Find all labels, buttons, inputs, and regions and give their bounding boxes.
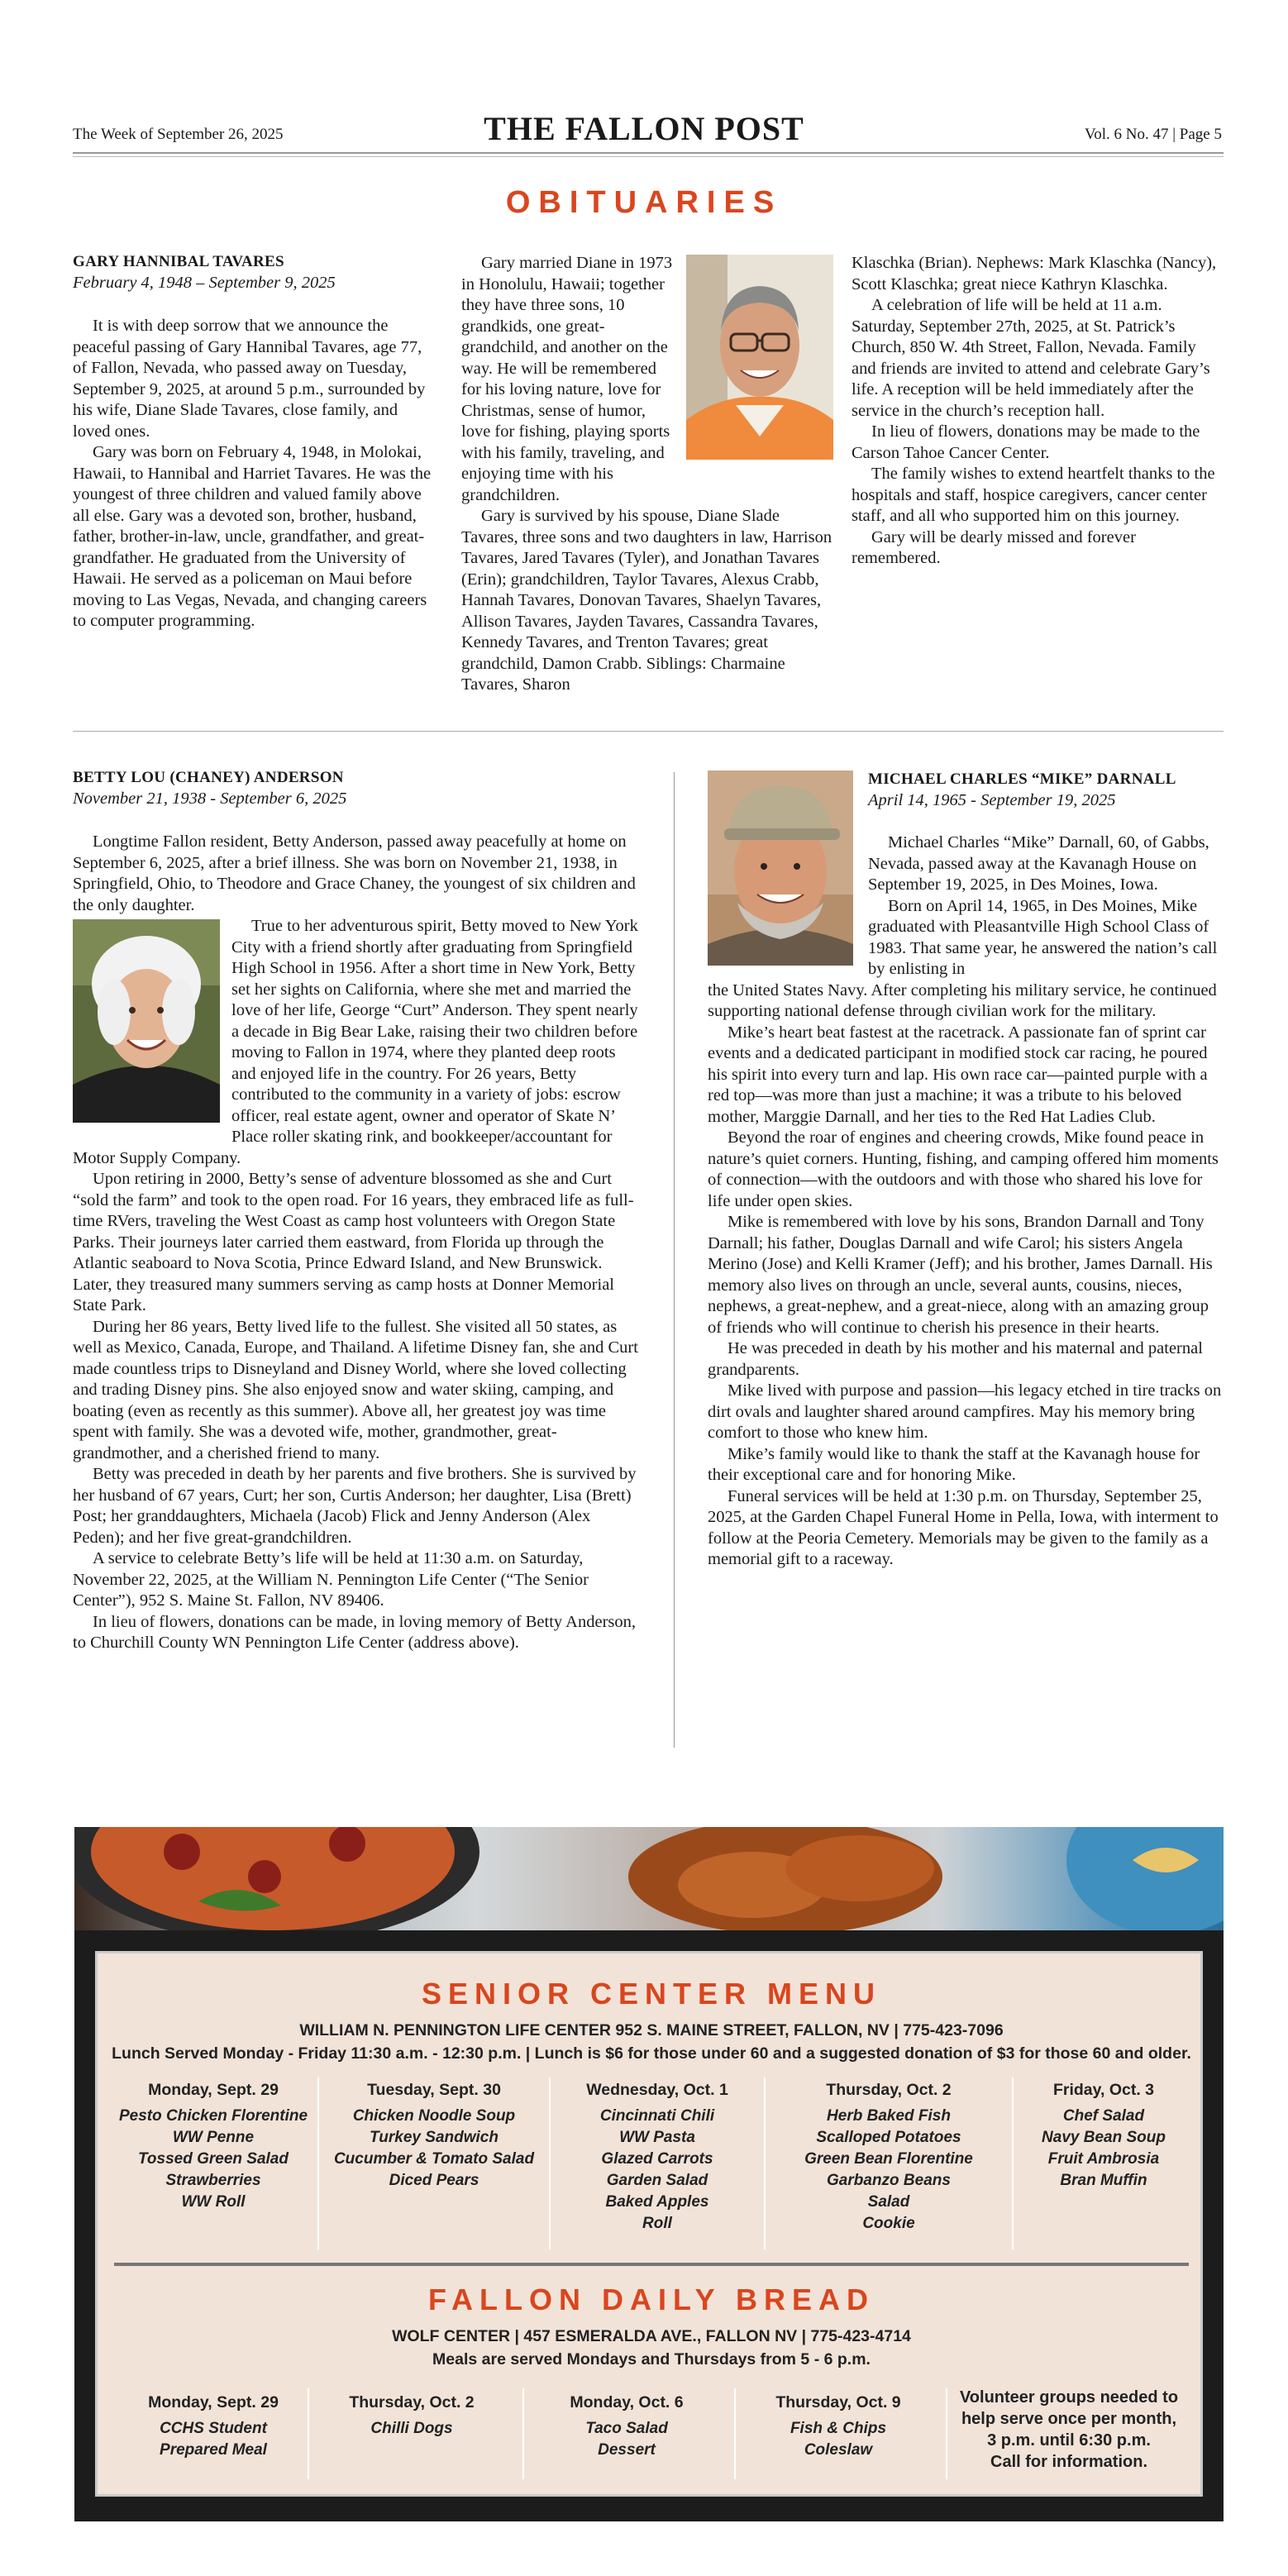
menu-item: Glazed Carrots — [601, 2150, 713, 2168]
volunteer-line: help serve once per month, — [961, 2410, 1177, 2428]
portrait-man-cap-icon — [708, 770, 853, 966]
menu-item: Baked Apples — [605, 2193, 709, 2211]
menu-item: Dessert — [598, 2441, 656, 2459]
menu-day-label: Friday, Oct. 3 — [1052, 2081, 1155, 2099]
senior-menu-hours: Lunch Served Monday - Friday 11:30 a.m. - 12:30 p.m. | Lunch is $6 for those under 60 and a suggested donation of $3 for those 60 and older. — [112, 2044, 1191, 2063]
paragraph: In lieu of flowers, donations may be made to the Carson Tahoe Cancer Center. — [852, 422, 1200, 462]
menu-block — [74, 1827, 1224, 2521]
column-divider — [674, 772, 675, 1748]
menu-item: Diced Pears — [389, 2172, 479, 2189]
menu-column-divider — [522, 2388, 524, 2479]
daily-bread-title: FALLON DAILY BREAD — [427, 2283, 875, 2316]
menu-column-divider — [946, 2388, 947, 2479]
menu-item: Salad — [867, 2193, 910, 2211]
menu-item: Prepared Meal — [160, 2441, 267, 2459]
menu-column-divider — [764, 2077, 766, 2249]
menu-day-label: Thursday, Oct. 9 — [775, 2393, 901, 2411]
daily-bread-day — [739, 2392, 937, 2461]
volunteer-line: Volunteer groups needed to — [959, 2388, 1179, 2407]
menu-section-divider — [114, 2263, 1189, 2266]
masthead-rule — [73, 152, 1224, 157]
daily-bread-day — [312, 2392, 511, 2440]
paragraph: True to her adventurous spirit, Betty moved to New York City with a friend shortly after graduating from Springfield High School in 1956. After a short time in New York, Betty set her sights on California, where she met and married the love of her life, George “Curt” Anderson. They spent nearly a decade in Big Bear Lake, raising their two children before moving to Fallon in 1974, where they planted deep roots and enjoyed life in the country. For 26 years, Betty contributed to the community in a variety of jobs: escrow officer, real estate agent, owner and operator of Skate N’ Place roller skating rink, and bookkeeper/accountant for Motor Supply Company. — [73, 917, 638, 1167]
paragraph: Mike lived with purpose and passion—his legacy etched in tire tracks on dirt ovals and laughter shared around campfires. May his memory bring comfort to those who knew him. — [708, 1381, 1222, 1442]
paragraph: Gary will be dearly missed and forever remembered. — [852, 527, 1136, 567]
paragraph: Beyond the roar of engines and cheering crowds, Mike found peace in nature’s quiet corners. Hunting, fishing, and camping offered him moments of connection—with the outdoors and with those who shared his love for life under open skies. — [708, 1128, 1219, 1210]
paragraph: Michael Charles “Mike” Darnall, 60, of Gabbs, Nevada, passed away at the Kavanagh House on September 19, 2025, in Des Moines, Iowa. — [868, 833, 1209, 894]
portrait-man-glasses-icon — [686, 255, 833, 460]
menu-column-divider — [734, 2388, 736, 2479]
obit-body-tavares-col1 — [73, 316, 436, 632]
menu-item: Herb Baked Fish — [827, 2107, 951, 2125]
paragraph: Upon retiring in 2000, Betty’s sense of adventure blossomed as she and Curt “sold the farm” and took to the open road. For 16 years, they embraced life as full-time RVers, traveling the West Coast as camp host volunteers with Oregon State Parks. Their journeys later carried them eastward, from Florida up through the Atlantic seaboard to Nova Scotia, Prince Edward Island, and New Brunswick. Later, they treasured many summers serving as camp hosts at Donner Memorial State Park. — [73, 1170, 634, 1314]
menu-item: Cookie — [862, 2215, 915, 2232]
menu-item: Chilli Dogs — [370, 2420, 453, 2437]
obit-body-darnall — [708, 769, 1224, 1571]
menu-item: Garbanzo Beans — [827, 2172, 951, 2189]
menu-item: Pesto Chicken Florentine — [118, 2107, 308, 2125]
paragraph: Born on April 14, 1965, in Des Moines, Mike graduated with Pleasantville High School Class of 1983. That same year, he answered the nation’s call by enlisting in — [868, 896, 1218, 978]
portrait-woman-icon — [73, 919, 220, 1123]
menu-item: CCHS Student — [160, 2420, 267, 2437]
section-divider — [73, 731, 1224, 732]
paragraph: Klaschka (Brian). Nephews: Mark Klaschka (Nancy), Scott Klaschka; great niece Kathryn Klaschka. — [852, 254, 1217, 293]
menu-item: Cincinnati Chili — [599, 2107, 715, 2125]
paragraph: A celebration of life will be held at 11 a.m. Saturday, September 27th, 2025, at St. Patrick’s Church, 850 W. 4th Street, Fallon, Nevada. Family and friends are invited to attend and celebrate Gary’s life. A reception will be held immediately after the service in the church’s reception hall. — [852, 296, 1210, 420]
paragraph: the United States Navy. After completing his military service, he continued supporting national defense through civilian work for the military. — [708, 980, 1217, 1020]
paragraph: He was preceded in death by his mother and his maternal and paternal grandparents. — [708, 1339, 1203, 1379]
obit-name-anderson: BETTY LOU (CHANEY) ANDERSON — [73, 769, 344, 786]
menu-item: Garden Salad — [606, 2172, 708, 2189]
menu-day-label: Thursday, Oct. 2 — [826, 2081, 952, 2099]
menu-column-divider — [1012, 2077, 1014, 2249]
paragraph: In lieu of flowers, donations can be made, in loving memory of Betty Anderson, to Churchill County WN Pennington Life Center (address above). — [73, 1612, 637, 1652]
paragraph: Mike is remembered with love by his sons, Brandon Darnall and Tony Darnall; his father, Douglas Darnall and wife Carol; his sisters Angela Merino (Jose) and Kelli Kramer (Jeff); and his brother, James Darnall. His memory also lives on through an uncle, several aunts, cousins, nieces, nephews, a great-nephew, and a great-niece, along with an amazing group of friends who will continue to cherish his presence in their hearts. — [708, 1213, 1213, 1337]
senior-menu-title: SENIOR CENTER MENU — [421, 1977, 882, 2011]
menu-item: Fish & Chips — [789, 2420, 887, 2437]
obit-dates-anderson: November 21, 1938 - September 6, 2025 — [73, 789, 347, 808]
photo-gary-tavares — [686, 255, 833, 460]
obit-name-tavares: GARY HANNIBAL TAVARES — [73, 253, 284, 270]
paragraph: The family wishes to extend heartfelt thanks to the hospitals and staff, hospice caregivers, cancer center staff, and all who supported him on this journey. — [852, 465, 1215, 525]
menu-item: Scalloped Potatoes — [816, 2129, 961, 2146]
menu-column-divider — [317, 2077, 319, 2249]
issue-volume-page: Vol. 6 No. 47 | Page 5 — [1084, 126, 1222, 143]
food-photo-banner — [74, 1827, 1224, 1930]
menu-column-divider — [549, 2077, 551, 2249]
obit-body-tavares-col3 — [852, 253, 1224, 570]
daily-bread-day — [527, 2392, 726, 2461]
senior-menu-day — [322, 2079, 546, 2192]
obit-dates-tavares: February 4, 1948 – September 9, 2025 — [73, 274, 336, 292]
menu-item: Coleslaw — [804, 2441, 873, 2459]
paragraph: Funeral services will be held at 1:30 p.m. on Thursday, September 25, 2025, at the Garden Chapel Funeral Home in Pella, Iowa, with interment to follow at the Peoria Cemetery. Memorials may be given to the family as a memorial gift to a raceway. — [708, 1486, 1219, 1568]
paragraph: Gary is survived by his spouse, Diane Slade Tavares, three sons and two daughters in law, Harrison Tavares, Jared Tavares (Tyler), and Jonathan Tavares (Erin); grandchildren, Taylor Tavares, Alexus Crabb, Hannah Tavares, Donovan Tavares, Shaelyn Tavares, Allison Tavares, Jayden Tavares, Cassandra Tavares, Kennedy Tavares, and Trenton Tavares; great grandchild, Damon Crabb. Siblings: Charmaine Tavares, Sharon — [461, 507, 832, 694]
menu-item: WW Roll — [181, 2193, 246, 2211]
paragraph: During her 86 years, Betty lived life to the fullest. She visited all 50 states, as well as Mexico, Canada, Europe, and Thailand. A lifetime Disney fan, she and Curt made countless trips to Disneyland and Disney World, where she loved collecting and trading Disney pins. She also enjoyed snow and water skiing, camping, and boating (even as recently as this summer). Above all, her greatest joy was time spent with family. She was a devoted wife, mother, grandmother, great-grandmother, and a cherished friend to many. — [73, 1317, 638, 1462]
section-title: OBITUARIES — [505, 185, 783, 220]
menu-day-label: Monday, Oct. 6 — [570, 2393, 684, 2411]
senior-menu-day — [769, 2079, 1009, 2235]
menu-item: WW Pasta — [619, 2129, 695, 2146]
menu-item: Navy Bean Soup — [1042, 2129, 1166, 2146]
menu-item: Turkey Sandwich — [370, 2129, 499, 2146]
menu-column-divider — [308, 2388, 309, 2479]
obit-body-anderson — [73, 832, 643, 1654]
daily-bread-address: WOLF CENTER | 457 ESMERALDA AVE., FALLON NV | 775-423-4714 — [392, 2327, 911, 2345]
senior-menu-day — [114, 2079, 312, 2213]
paragraph: Betty was preceded in death by her parents and five brothers. She is survived by her husband of 67 years, Curt; her son, Curtis Anderson; her daughter, Lisa (Brett) Post; her granddaughters, Michaela (Jacob) Flick and Jenny Anderson (Alex Peden); and her five great-grandchildren. — [73, 1465, 637, 1547]
menu-day-label: Monday, Sept. 29 — [148, 2393, 279, 2411]
food-banner-icon — [74, 1827, 1224, 1930]
photo-betty-anderson — [73, 919, 220, 1123]
menu-item: Cucumber & Tomato Salad — [333, 2150, 535, 2168]
menu-day-label: Monday, Sept. 29 — [148, 2081, 279, 2099]
photo-mike-darnall — [708, 770, 853, 966]
paragraph: Gary was born on February 4, 1948, in Molokai, Hawaii, to Hannibal and Harriet Tavares. He was the youngest of three children and valued family above all else. Gary was a devoted son, brother, husband, father, brother-in-law, uncle, grandfather, and great-grandfather. He graduated from the University of Hawaii. He served as a policeman on Maui before moving to Las Vegas, Nevada, and changing careers to computer programming. — [73, 443, 432, 630]
paragraph: A service to celebrate Betty’s life will be held at 11:30 a.m. on Saturday, November 22, 2025, at the William N. Pennington Life Center (“The Senior Center”), 952 S. Maine St. Fallon, NV 89406. — [73, 1549, 589, 1610]
menu-item: Chicken Noodle Soup — [352, 2107, 516, 2125]
senior-menu-address: WILLIAM N. PENNINGTON LIFE CENTER 952 S. MAINE STREET, FALLON, NV | 775-423-7096 — [299, 2021, 1004, 2039]
menu-item: Chef Salad — [1062, 2107, 1145, 2125]
daily-bread-hours: Meals are served Mondays and Thursdays from 5 - 6 p.m. — [432, 2350, 871, 2368]
menu-item: Fruit Ambrosia — [1047, 2150, 1160, 2168]
menu-item: Tossed Green Salad — [138, 2150, 289, 2168]
menu-item: Bran Muffin — [1060, 2172, 1147, 2189]
paragraph: Mike’s family would like to thank the staff at the Kavanagh house for their exceptional care and for honoring Mike. — [708, 1444, 1200, 1484]
menu-item: Green Bean Florentine — [804, 2150, 973, 2168]
newspaper-title: THE FALLON POST — [484, 110, 804, 147]
volunteer-line: 3 p.m. until 6:30 p.m. — [987, 2431, 1151, 2450]
volunteer-line: Call for information. — [990, 2453, 1147, 2471]
menu-item: Taco Salad — [585, 2420, 668, 2437]
daily-bread-day — [114, 2392, 312, 2461]
menu-item: Strawberries — [165, 2172, 261, 2189]
paragraph: It is with deep sorrow that we announce the peaceful passing of Gary Hannibal Tavares, age 77, of Fallon, Nevada, who passed away on Tuesday, September 9, 2025, at around 5 p.m., surrounded by his wife, Diane Slade Tavares, close family, and loved ones. — [73, 317, 426, 441]
menu-day-label: Tuesday, Sept. 30 — [367, 2081, 501, 2099]
senior-menu-day — [554, 2079, 761, 2235]
issue-date: The Week of September 26, 2025 — [73, 126, 284, 143]
menu-day-label: Thursday, Oct. 2 — [349, 2393, 475, 2411]
menu-item: WW Penne — [172, 2129, 255, 2146]
menu-panel — [95, 1951, 1203, 2497]
senior-menu-day — [1017, 2079, 1190, 2192]
paragraph: Mike’s heart beat fastest at the racetrack. A passionate fan of sprint car events and a dedicated participant in modified stock car racing, he poured his spirit into every turn and lap. His own race car—painted purple with a red top—was more than just a machine; it was a tribute to his beloved mother, Marggie Darnall, and her ties to the Red Hat Ladies Club. — [708, 1023, 1208, 1126]
menu-day-label: Wednesday, Oct. 1 — [586, 2081, 728, 2099]
menu-item: Roll — [642, 2215, 672, 2232]
paragraph: Longtime Fallon resident, Betty Anderson, passed away peacefully at home on September 6, 2025, after a brief illness. She was born on November 21, 1938, in Springfield, Ohio, to Theodore and Grace Chaney, the youngest of six children and the only daughter. — [73, 832, 636, 914]
obit-name-darnall: MICHAEL CHARLES “MIKE” DARNALL — [868, 770, 1176, 788]
volunteer-notice — [949, 2387, 1189, 2473]
obit-dates-darnall: April 14, 1965 - September 19, 2025 — [868, 790, 1116, 809]
paragraph: Gary married Diane in 1973 in Honolulu, Hawaii; together they have three sons, 10 grandkids, one great-grandchild, and another on the way. He will be remembered for his loving nature, love for Christmas, sense of humor, love for fishing, playing sports with his family, traveling, and enjoying time with his grandchildren. — [461, 254, 673, 504]
obit-body-tavares-col2 — [461, 253, 833, 696]
